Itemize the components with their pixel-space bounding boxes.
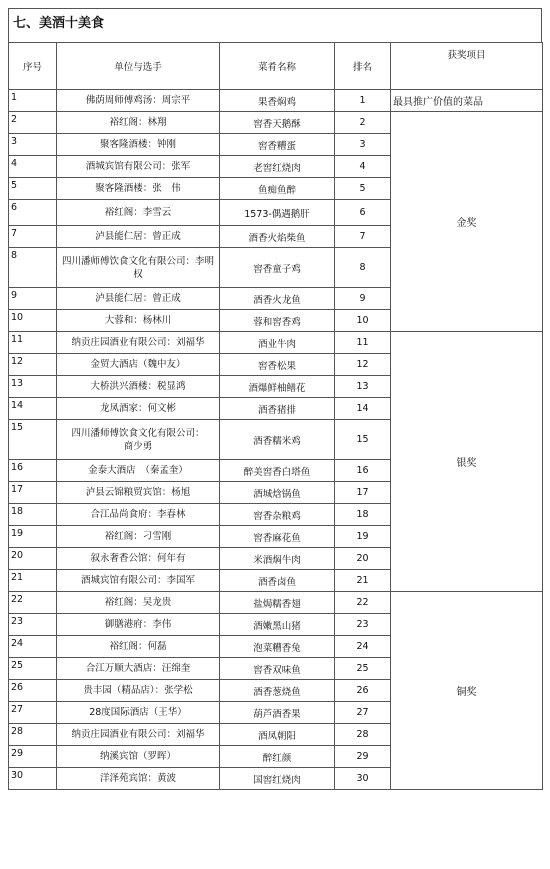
row-unit: 御膳港府：李伟 [57, 614, 220, 636]
row-number: 4 [9, 156, 57, 178]
row-dish: 鱼痴鱼醉 [220, 178, 335, 200]
row-dish: 酒爆鲜柚鳝花 [220, 376, 335, 398]
row-rank: 10 [335, 310, 391, 332]
row-unit: 大桥洪兴酒楼：税显鸿 [57, 376, 220, 398]
row-rank: 21 [335, 570, 391, 592]
row-unit: 裕红阁：林翔 [57, 112, 220, 134]
header-award: 获奖项目 [391, 43, 543, 90]
row-unit: 聚客隆酒楼：张 伟 [57, 178, 220, 200]
row-number: 13 [9, 376, 57, 398]
row-dish: 酒嫩黑山猪 [220, 614, 335, 636]
row-unit: 佛荫周师傅鸡汤：周宗平 [57, 90, 220, 112]
row-dish: 国窖红烧肉 [220, 768, 335, 790]
row-unit: 纳溪宾馆（罗晖） [57, 746, 220, 768]
row-rank: 23 [335, 614, 391, 636]
row-dish: 蓉和窖香鸡 [220, 310, 335, 332]
row-number: 24 [9, 636, 57, 658]
row-dish: 酒业牛肉 [220, 332, 335, 354]
row-unit: 28度国际酒店（王华） [57, 702, 220, 724]
row-number: 19 [9, 526, 57, 548]
row-number: 22 [9, 592, 57, 614]
row-number: 12 [9, 354, 57, 376]
row-unit: 纳贡庄园酒业有限公司：刘福华 [57, 332, 220, 354]
row-unit: 裕红阁：李雪云 [57, 200, 220, 226]
row-rank: 20 [335, 548, 391, 570]
header-unit: 单位与选手 [57, 43, 220, 90]
row-unit: 裕红阁：何磊 [57, 636, 220, 658]
row-dish: 窖香糟蛋 [220, 134, 335, 156]
row-rank: 13 [335, 376, 391, 398]
row-unit: 四川潘师傅饮食文化有限公司：李明权 [57, 248, 220, 288]
row-rank: 17 [335, 482, 391, 504]
row-dish: 酒香卤鱼 [220, 570, 335, 592]
row-dish: 窖香松果 [220, 354, 335, 376]
table-row [9, 332, 543, 354]
award-cell: 银奖 [391, 332, 543, 592]
row-dish: 果香焖鸡 [220, 90, 335, 112]
row-number: 1 [9, 90, 57, 112]
awards-table [8, 42, 543, 790]
row-number: 14 [9, 398, 57, 420]
row-unit: 纳贡庄园酒业有限公司：刘福华 [57, 724, 220, 746]
row-dish: 泡菜糟香兔 [220, 636, 335, 658]
row-unit: 合江品尚食府：李春林 [57, 504, 220, 526]
row-dish: 醉美窖香白塔鱼 [220, 460, 335, 482]
row-unit: 洋泽苑宾馆：黄波 [57, 768, 220, 790]
row-number: 23 [9, 614, 57, 636]
row-rank: 16 [335, 460, 391, 482]
row-dish: 米酒焖牛肉 [220, 548, 335, 570]
row-unit: 金泰大酒店 （秦孟奎） [57, 460, 220, 482]
award-cell: 最具推广价值的菜品 [391, 90, 543, 112]
row-number: 18 [9, 504, 57, 526]
table-row [9, 90, 543, 112]
row-dish: 1573-偶遇鹅肝 [220, 200, 335, 226]
row-number: 21 [9, 570, 57, 592]
row-rank: 4 [335, 156, 391, 178]
row-unit: 四川潘师傅饮食文化有限公司： 商少勇 [57, 420, 220, 460]
row-unit: 大蓉和：杨林川 [57, 310, 220, 332]
row-number: 28 [9, 724, 57, 746]
row-rank: 29 [335, 746, 391, 768]
row-unit: 合江万顺大酒店：汪绵奎 [57, 658, 220, 680]
header-row [9, 43, 543, 90]
row-number: 9 [9, 288, 57, 310]
row-dish: 老窖红烧肉 [220, 156, 335, 178]
row-dish: 酒香火焰柴鱼 [220, 226, 335, 248]
row-dish: 窖香童子鸡 [220, 248, 335, 288]
row-unit: 贵丰园（精品店）：张学松 [57, 680, 220, 702]
row-rank: 25 [335, 658, 391, 680]
award-cell: 金奖 [391, 112, 543, 332]
row-number: 30 [9, 768, 57, 790]
row-unit: 酒城宾馆有限公司：李国军 [57, 570, 220, 592]
row-rank: 3 [335, 134, 391, 156]
row-rank: 9 [335, 288, 391, 310]
row-number: 2 [9, 112, 57, 134]
row-unit: 裕红阁：吴龙贵 [57, 592, 220, 614]
row-dish: 酒香猪排 [220, 398, 335, 420]
row-rank: 6 [335, 200, 391, 226]
row-dish: 窖香杂粮鸡 [220, 504, 335, 526]
row-number: 17 [9, 482, 57, 504]
row-rank: 28 [335, 724, 391, 746]
row-number: 11 [9, 332, 57, 354]
row-dish: 酒城焓锅鱼 [220, 482, 335, 504]
row-dish: 盐焗糯香翅 [220, 592, 335, 614]
row-dish: 醉红颜 [220, 746, 335, 768]
row-dish: 酒香糯米鸡 [220, 420, 335, 460]
row-rank: 30 [335, 768, 391, 790]
document-frame [8, 8, 542, 790]
row-dish: 酒凤朝阳 [220, 724, 335, 746]
row-dish: 窖香麻花鱼 [220, 526, 335, 548]
section-title: 七、美酒十美食 [8, 8, 542, 42]
row-unit: 叙永奢香公馆：何年有 [57, 548, 220, 570]
row-dish: 酒香葱烧鱼 [220, 680, 335, 702]
row-number: 29 [9, 746, 57, 768]
row-unit: 龙凤酒家：何文彬 [57, 398, 220, 420]
row-rank: 22 [335, 592, 391, 614]
row-unit: 泸县能仁居：曾正成 [57, 288, 220, 310]
row-rank: 14 [335, 398, 391, 420]
header-dish: 菜肴名称 [220, 43, 335, 90]
row-unit: 泸县云锦粮贸宾馆：杨旭 [57, 482, 220, 504]
row-rank: 5 [335, 178, 391, 200]
row-number: 25 [9, 658, 57, 680]
row-rank: 1 [335, 90, 391, 112]
row-unit: 聚客隆酒楼：钟刚 [57, 134, 220, 156]
row-rank: 8 [335, 248, 391, 288]
row-rank: 15 [335, 420, 391, 460]
row-number: 7 [9, 226, 57, 248]
award-cell: 铜奖 [391, 592, 543, 790]
row-unit: 泸县能仁居：曾正成 [57, 226, 220, 248]
row-number: 20 [9, 548, 57, 570]
row-number: 8 [9, 248, 57, 288]
row-number: 3 [9, 134, 57, 156]
row-unit: 金贸大酒店（魏中友） [57, 354, 220, 376]
row-rank: 12 [335, 354, 391, 376]
row-rank: 2 [335, 112, 391, 134]
row-unit: 裕红阁：刁雪刚 [57, 526, 220, 548]
row-number: 5 [9, 178, 57, 200]
row-rank: 19 [335, 526, 391, 548]
row-rank: 11 [335, 332, 391, 354]
row-number: 10 [9, 310, 57, 332]
row-number: 27 [9, 702, 57, 724]
row-unit: 酒城宾馆有限公司：张军 [57, 156, 220, 178]
row-dish: 窖香天鹅酥 [220, 112, 335, 134]
row-rank: 24 [335, 636, 391, 658]
row-dish: 葫芦酒香果 [220, 702, 335, 724]
row-dish: 窖香双味鱼 [220, 658, 335, 680]
row-rank: 26 [335, 680, 391, 702]
table-row [9, 592, 543, 614]
header-rank: 排名 [335, 43, 391, 90]
row-number: 16 [9, 460, 57, 482]
row-rank: 18 [335, 504, 391, 526]
row-number: 26 [9, 680, 57, 702]
row-dish: 酒香火龙鱼 [220, 288, 335, 310]
row-number: 6 [9, 200, 57, 226]
row-rank: 7 [335, 226, 391, 248]
table-row [9, 112, 543, 134]
row-rank: 27 [335, 702, 391, 724]
row-number: 15 [9, 420, 57, 460]
header-no: 序号 [9, 43, 57, 90]
table-body [9, 90, 543, 790]
